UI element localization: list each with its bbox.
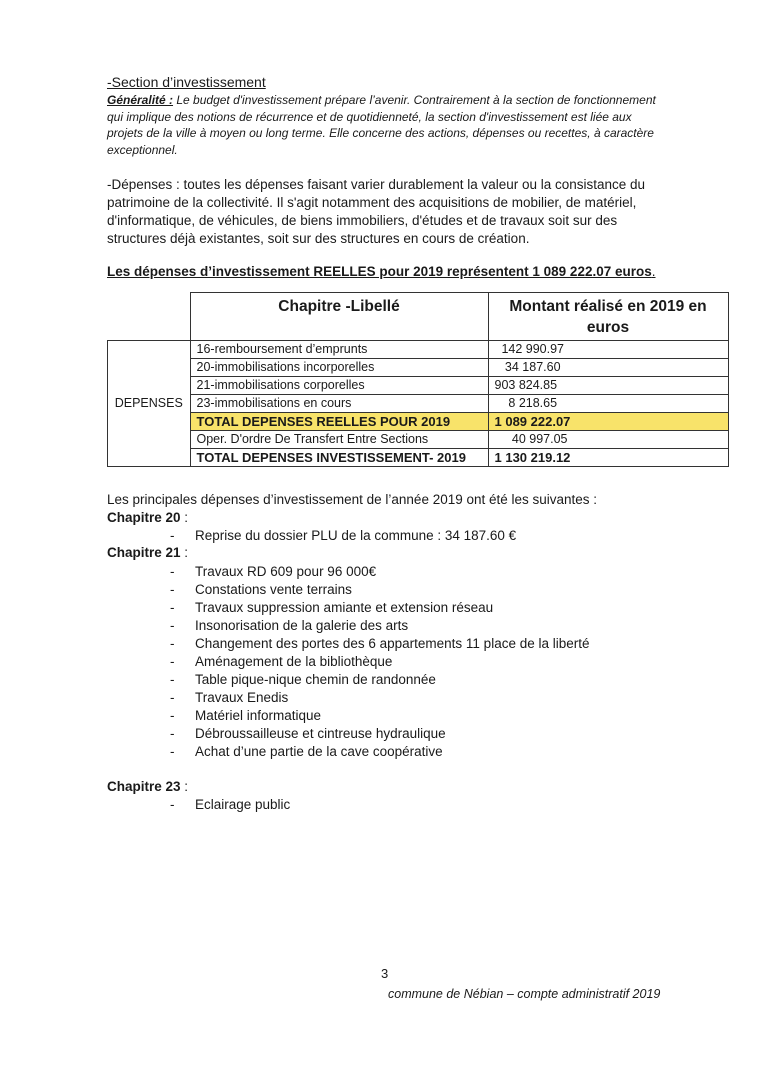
list-item: - Débroussailleuse et cintreuse hydraulique (170, 726, 446, 741)
chapitre-20-list (170, 527, 516, 545)
list-item: - Insonorisation de la galerie des arts (170, 618, 409, 633)
headline-text: Les dépenses d’investissement REELLES pour 2019 représentent 1 089 222.07 euros (107, 264, 652, 279)
row-amount: 142 990.97 (488, 341, 728, 359)
row-label: TOTAL DEPENSES REELLES POUR 2019 (190, 413, 488, 431)
total-investissement-row (108, 449, 729, 467)
row-amount: 903 824.85 (488, 377, 728, 395)
row-amount: 1 130 219.12 (488, 449, 728, 467)
list-item: - Changement des portes des 6 appartements 11 place de la liberté (170, 636, 590, 651)
chapitre-21-heading: Chapitre 21 : (107, 545, 189, 560)
list-item: - Travaux RD 609 pour 96 000€ (170, 564, 377, 579)
list-item: - Constations vente terrains (170, 582, 352, 597)
page-footer: commune de Nébian – compte administratif 2019 (388, 987, 661, 1001)
generalite-label: Généralité : (107, 93, 174, 107)
list-item: - Table pique-nique chemin de randonnée (170, 672, 436, 687)
investment-expenses-table (107, 292, 729, 467)
section-title: -Section d’investissement (107, 74, 266, 90)
table-row (108, 377, 729, 395)
header-chapitre: Chapitre -Libellé (190, 293, 488, 341)
table-header-row (108, 293, 729, 341)
list-item: - Reprise du dossier PLU de la commune : 34 187.60 € (170, 528, 517, 543)
row-amount: 8 218.65 (488, 395, 728, 413)
table-row (108, 359, 729, 377)
chapitre-21-list (170, 563, 590, 761)
page-number: 3 (381, 966, 389, 981)
row-amount: 34 187.60 (488, 359, 728, 377)
chapitre-23-list (170, 796, 290, 814)
list-item: - Matériel informatique (170, 708, 322, 723)
headline: Les dépenses d’investissement REELLES pour 2019 représentent 1 089 222.07 euros. (107, 264, 656, 279)
generalite-paragraph (107, 92, 667, 158)
chapitre-20-heading: Chapitre 20 : (107, 510, 189, 525)
table-row (108, 431, 729, 449)
depenses-paragraph: -Dépenses : toutes les dépenses faisant varier durablement la valeur ou la consistance du patrimoine de la collectivité. Il s'agit notamment des acquisitions de mobilier, de matériel, d'informatique, de véhicules, de biens immobiliers, d'études et de travaux soit sur des structures déjà existantes, soit sur des structures en cours de création. (107, 177, 646, 246)
table-row (108, 395, 729, 413)
header-montant: Montant réalisé en 2019 en euros (488, 293, 728, 341)
row-label: TOTAL DEPENSES INVESTISSEMENT- 2019 (190, 449, 488, 467)
row-label: 23-immobilisations en cours (190, 395, 488, 413)
list-item: - Travaux suppression amiante et extension réseau (170, 600, 494, 615)
table-row (108, 341, 729, 359)
row-label: 21-immobilisations corporelles (190, 377, 488, 395)
total-reelles-row (108, 413, 729, 431)
row-amount: 1 089 222.07 (488, 413, 728, 431)
generalite-text: Le budget d'investissement prépare l’avenir. Contrairement à la section de fonctionnement qui implique des notions de récurrence et de quotidienneté, la section d'investissement est liée aux projets de la ville à moyen ou long terme. Elle concerne des actions, dépenses ou recettes, à caractère exceptionnel. (107, 93, 656, 157)
list-item: - Aménagement de la bibliothèque (170, 654, 393, 669)
chapitre-23-heading: Chapitre 23 : (107, 779, 189, 794)
list-item: - Travaux Enedis (170, 690, 289, 705)
summary-line: Les principales dépenses d’investissement de l’année 2019 ont été les suivantes : (107, 492, 598, 507)
row-label: 20-immobilisations incorporelles (190, 359, 488, 377)
row-label: Oper. D'ordre De Transfert Entre Sections (190, 431, 488, 449)
row-amount: 40 997.05 (488, 431, 728, 449)
row-label: 16-remboursement d’emprunts (190, 341, 488, 359)
list-item: - Eclairage public (170, 797, 291, 812)
list-item: - Achat d’une partie de la cave coopérative (170, 744, 443, 759)
group-label: DEPENSES (108, 341, 191, 467)
